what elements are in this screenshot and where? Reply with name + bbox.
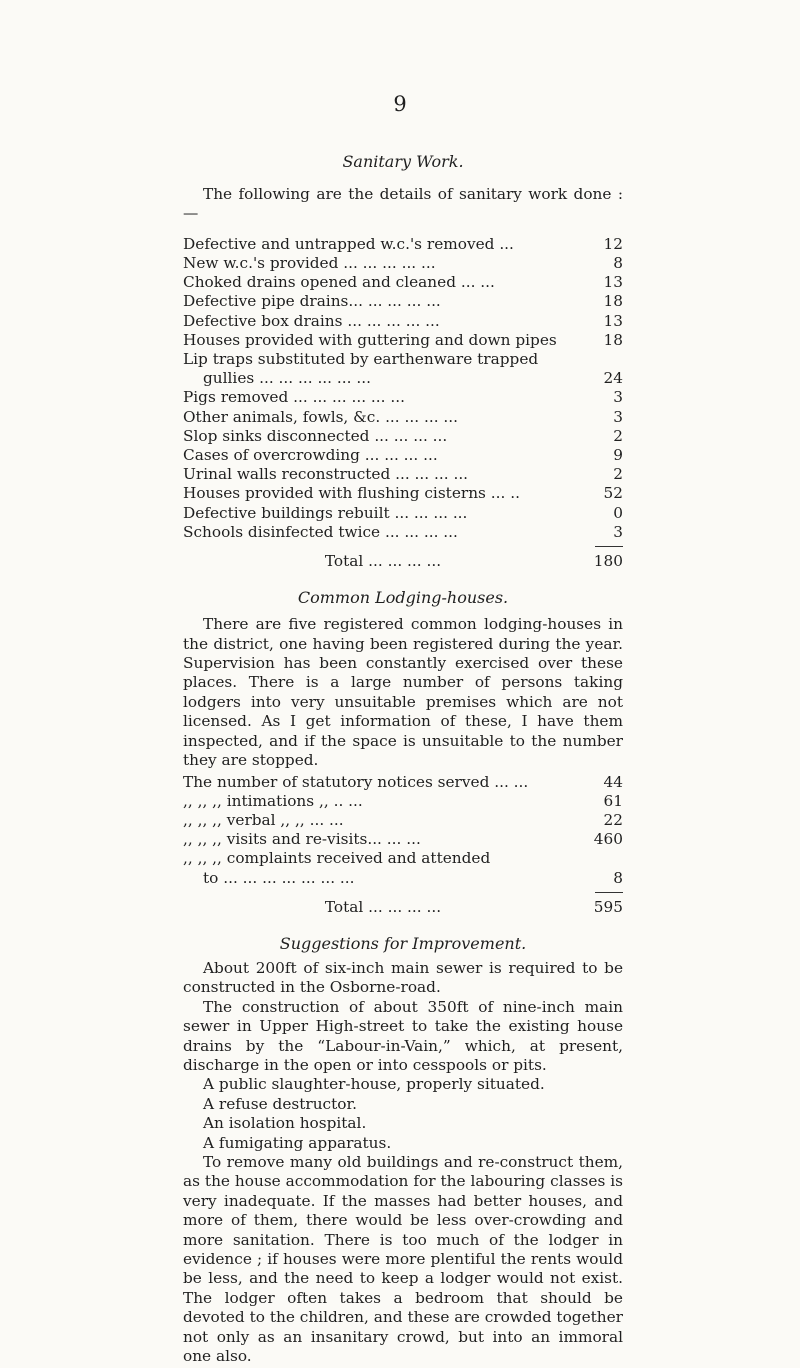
sanitary-item-value: 3 [613,407,623,426]
sanitary-item-label: Houses provided with guttering and down pipes [183,330,557,349]
notice-item-value: 460 [593,830,623,849]
sanitary-item-leader: ... ... ... ... ... [342,311,440,330]
notice-item-label: ,, ,, ,, visits and re-visits... [183,830,382,849]
sanitary-item-value: 8 [613,254,623,273]
sanitary-item-row [183,273,623,292]
sanitary-item-value: 24 [603,369,623,388]
sanitary-item-row [183,484,623,503]
lodging-heading: Common Lodging-houses. [297,588,509,608]
notice-item-leader: .. ... [328,791,363,810]
notices-total-leader: ... ... ... ... [363,897,442,916]
notice-item-value [583,849,623,868]
total-rule [595,546,623,547]
sanitary-item-row [183,388,623,407]
notices-list [183,773,623,888]
notice-item-leader: ... ... [381,830,421,849]
sanitary-item-label: Schools disinfected twice [183,522,381,541]
sanitary-item-label: New w.c.'s provided [183,254,339,273]
sanitary-item-leader: ... ... ... ... [390,465,469,484]
sanitary-item-label: Choked drains opened and cleaned [183,273,456,292]
sanitary-item-value: 18 [603,292,623,311]
notice-item-row [183,811,623,830]
sanitary-work-intro: The following are the details of sanitary work done :— [183,185,623,223]
sanitary-item-value: 12 [603,234,623,253]
suggestion-paragraph: A public slaughter-house, properly situated. [203,1075,545,1094]
notice-item-row [183,773,623,792]
sanitary-item-value: 52 [603,484,623,503]
sanitary-item-leader: ... ... ... ... [363,292,441,311]
notices-total-rule [595,892,623,893]
sanitary-item-leader: ... ... ... ... [369,426,448,445]
sanitary-item-row [183,446,623,465]
suggestion-paragraph: An isolation hospital. [203,1114,367,1133]
sanitary-item-label: Urinal walls reconstructed [183,465,391,484]
sanitary-item-value: 2 [613,426,623,445]
sanitary-item-row [183,408,623,427]
notice-item-leader: ... ... ... ... ... ... ... [218,868,355,887]
sanitary-item-leader: ... ... ... ... [389,503,468,522]
sanitary-total-leader: ... ... ... ... [363,552,442,571]
sanitary-item-leader: ... ... ... ... [380,407,459,426]
sanitary-item-label: gullies [203,369,255,388]
sanitary-item-leader: ... [494,234,514,253]
sanitary-item-value: 9 [613,446,623,465]
suggestion-paragraph: The construction of about 350ft of nine-inch main sewer in Upper High-street to take the existing house drains by the “Labour-in-Vain,” which, at present, discharge in the open or into cesspools or pits. [183,997,623,1074]
sanitary-item-row [183,504,623,523]
notices-total-label: Total [324,897,364,916]
main-column [183,152,623,1366]
notice-item-label: The number of statutory notices served [183,772,490,791]
notice-item-value: 44 [603,772,623,791]
sanitary-item-leader: ... ... [456,273,495,292]
sanitary-item-value: 13 [603,311,623,330]
suggestions-heading: Suggestions for Improvement. [279,933,527,953]
sanitary-item-value: 2 [613,465,623,484]
sanitary-item-row [183,369,623,388]
sanitary-item-label: Other animals, fowls, &c. [183,407,381,426]
lodging-paragraph: There are five registered common lodging-houses in the district, one having been registered during the year. Supervision has been constantly exercised over these places. There is a large number of persons taking lodgers into very unsuitable premises which are not licensed. As I get information of these, I have them inspected, and if the space is unsuitable to the number they are stopped. [183,615,623,770]
notice-item-label: ,, ,, ,, intimations ,, [183,791,329,810]
page-number: 9 [393,92,407,116]
notice-item-row [183,792,623,811]
notice-item-label: to [203,868,219,887]
notice-item-value: 22 [603,810,623,829]
sanitary-item-label: Houses provided with flushing cisterns [183,484,486,503]
sanitary-item-row [183,523,623,542]
sanitary-work-list [183,235,623,542]
sanitary-item-label: Defective box drains [183,311,343,330]
sanitary-item-row [183,350,623,369]
sanitary-total-row [183,552,623,571]
notices-total-value: 595 [593,897,623,916]
notice-item-row [183,830,623,849]
notice-item-value: 8 [613,868,623,887]
notice-item-value: 61 [603,791,623,810]
sanitary-item-value: 3 [613,522,623,541]
sanitary-item-value: 18 [603,330,623,349]
sanitary-item-label: Cases of overcrowding [183,446,360,465]
sanitary-item-leader: ... ... ... ... ... ... [254,369,371,388]
sanitary-item-value: 3 [613,388,623,407]
notices-total-row [183,898,623,917]
notice-item-leader: ... ... [304,810,344,829]
suggestion-paragraph: A refuse destructor. [203,1094,357,1113]
sanitary-item-row [183,235,623,254]
sanitary-item-leader: ... ... ... ... [359,446,438,465]
sanitary-item-label: Lip traps substituted by earthenware trapped [183,350,539,369]
sanitary-item-row [183,331,623,350]
suggestion-paragraph: About 200ft of six-inch main sewer is required to be constructed in the Osborne-road. [183,958,623,997]
sanitary-item-leader: ... ... ... ... [380,522,458,541]
sanitary-total-value: 180 [593,552,623,571]
sanitary-item-label: Slop sinks disconnected [183,426,370,445]
sanitary-item-label: Defective and untrapped w.c.'s removed [183,234,495,253]
notice-item-leader: ... ... [489,772,529,791]
sanitary-item-value [583,350,623,369]
sanitary-total-label: Total [324,552,364,571]
sanitary-item-row [183,292,623,311]
suggestion-paragraph: To remove many old buildings and re-construct them, as the house accommodation for the labouring classes is very inadequate. If the masses had better houses, and more of them, there would be less over-crowding and more sanitation. There is too much of the lodger in evidence ; if houses were more plentiful the rents would be less, and the need to keep a lodger would not exist. The lodger often takes a bedroom that should be devoted to the children, and these are crowded together not only as an insanitary crowd, but into an immoral one also. [183,1153,623,1366]
sanitary-item-leader: ... .. [485,484,520,503]
sanitary-item-leader: ... ... ... ... ... ... [288,388,405,407]
sanitary-item-label: Pigs removed [183,388,289,407]
suggestions-list [183,959,623,1367]
sanitary-item-label: Defective buildings rebuilt [183,503,390,522]
sanitary-work-heading: Sanitary Work. [342,152,464,171]
sanitary-item-value: 13 [603,273,623,292]
notice-item-label: ,, ,, ,, verbal ,, ,, [183,810,305,829]
notice-item-row [183,869,623,888]
notice-item-label: ,, ,, ,, complaints received and attended [183,849,491,868]
sanitary-item-row [183,254,623,273]
suggestion-paragraph: A fumigating apparatus. [203,1133,392,1152]
sanitary-item-row [183,465,623,484]
sanitary-item-leader: ... ... ... ... ... [338,254,436,273]
sanitary-item-row [183,427,623,446]
sanitary-item-value: 0 [613,503,623,522]
sanitary-item-label: Defective pipe drains... [183,292,363,311]
notice-item-row [183,849,623,868]
sanitary-item-row [183,312,623,331]
